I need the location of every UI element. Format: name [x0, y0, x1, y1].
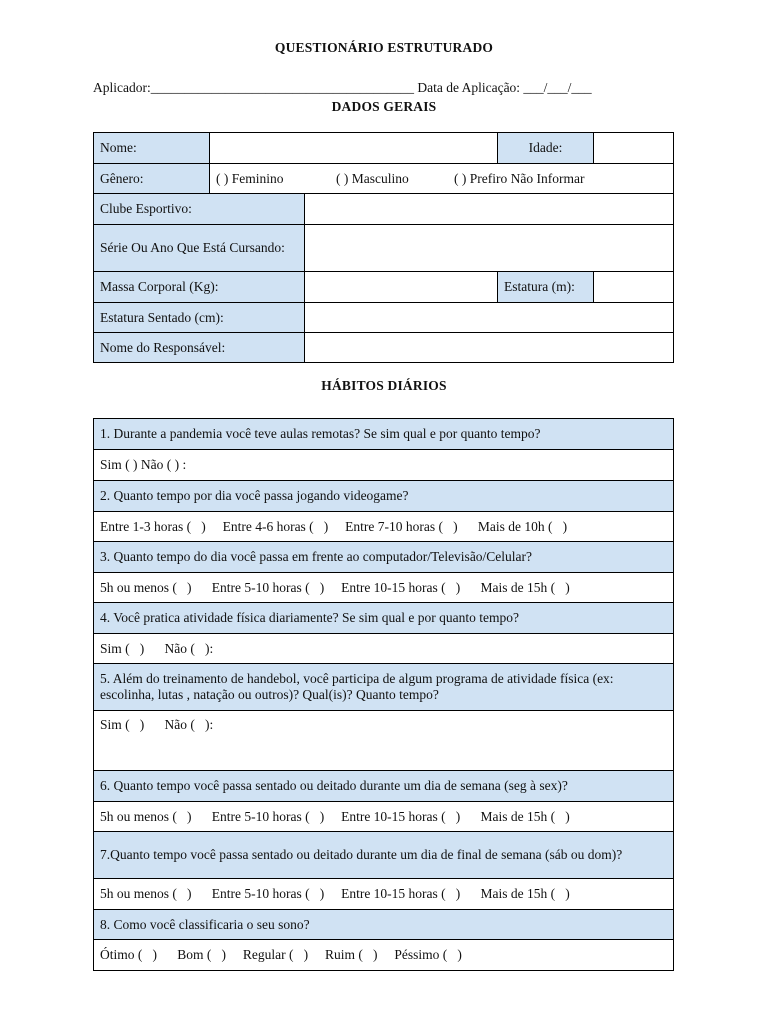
grade-row: [94, 225, 674, 272]
age-label: Idade:: [498, 133, 594, 164]
gender-option-male[interactable]: ( ) Masculino: [336, 170, 409, 186]
question-6: 6. Quanto tempo você passa sentado ou deitado durante um dia de semana (seg à sex)?: [94, 771, 674, 802]
gender-label: Gênero:: [94, 164, 210, 194]
answer-8[interactable]: Ótimo ( ) Bom ( ) Regular ( ) Ruim ( ) Péssimo ( ): [94, 940, 674, 971]
applicator-date-line[interactable]: Aplicador:_______________________________________ Data de Aplicação: ___/___/___: [93, 80, 592, 95]
answer-4[interactable]: Sim ( ) Não ( ):: [94, 634, 674, 664]
mass-label: Massa Corporal (Kg):: [94, 272, 305, 303]
answer-5[interactable]: Sim ( ) Não ( ):: [94, 711, 674, 771]
name-row: [94, 133, 674, 164]
answer-6[interactable]: 5h ou menos ( ) Entre 5-10 horas ( ) Entre 10-15 horas ( ) Mais de 15h ( ): [94, 802, 674, 832]
club-row: [94, 194, 674, 225]
club-label: Clube Esportivo:: [94, 194, 305, 225]
name-field[interactable]: [210, 133, 498, 164]
height-field[interactable]: [594, 272, 674, 303]
question-8: 8. Como você classificaria o seu sono?: [94, 910, 674, 940]
club-field[interactable]: [305, 194, 674, 225]
height-label: Estatura (m):: [498, 272, 594, 303]
gender-options: [210, 164, 674, 194]
question-2: 2. Quanto tempo por dia você passa jogando videogame?: [94, 481, 674, 512]
general-data-table: [93, 132, 674, 363]
gender-option-female[interactable]: ( ) Feminino: [216, 170, 284, 186]
question-3: 3. Quanto tempo do dia você passa em frente ao computador/Televisão/Celular?: [94, 542, 674, 573]
question-1: 1. Durante a pandemia você teve aulas remotas? Se sim qual e por quanto tempo?: [94, 419, 674, 450]
guardian-row: [94, 333, 674, 363]
grade-field[interactable]: [305, 225, 674, 272]
guardian-label: Nome do Responsável:: [94, 333, 305, 363]
general-data-heading: DADOS GERAIS: [331, 99, 437, 114]
daily-habits-heading: HÁBITOS DIÁRIOS: [321, 378, 447, 393]
mass-field[interactable]: [305, 272, 498, 303]
mass-row: [94, 272, 674, 303]
answer-1[interactable]: Sim ( ) Não ( ) :: [94, 450, 674, 481]
question-4: 4. Você pratica atividade física diariamente? Se sim qual e por quanto tempo?: [94, 603, 674, 634]
name-label: Nome:: [94, 133, 210, 164]
guardian-field[interactable]: [305, 333, 674, 363]
daily-habits-table: [93, 418, 674, 971]
question-7: 7.Quanto tempo você passa sentado ou deitado durante um dia de final de semana (sáb ou dom)?: [94, 832, 674, 879]
gender-row: [94, 164, 674, 194]
answer-7[interactable]: 5h ou menos ( ) Entre 5-10 horas ( ) Entre 10-15 horas ( ) Mais de 15h ( ): [94, 879, 674, 910]
document-title: QUESTIONÁRIO ESTRUTURADO: [274, 40, 494, 55]
question-5: 5. Além do treinamento de handebol, você participa de algum programa de atividade física (ex: escolinha, lutas , natação ou outros)? Qual(is)? Quanto tempo?: [94, 664, 674, 711]
sitting-height-row: [94, 303, 674, 333]
grade-label: Série Ou Ano Que Está Cursando:: [94, 225, 305, 272]
answer-3[interactable]: 5h ou menos ( ) Entre 5-10 horas ( ) Entre 10-15 horas ( ) Mais de 15h ( ): [94, 573, 674, 603]
answer-2[interactable]: Entre 1-3 horas ( ) Entre 4-6 horas ( ) Entre 7-10 horas ( ) Mais de 10h ( ): [94, 512, 674, 542]
sitting-height-label: Estatura Sentado (cm):: [94, 303, 305, 333]
sitting-height-field[interactable]: [305, 303, 674, 333]
gender-option-prefer-not[interactable]: ( ) Prefiro Não Informar: [454, 170, 585, 186]
age-field[interactable]: [594, 133, 674, 164]
